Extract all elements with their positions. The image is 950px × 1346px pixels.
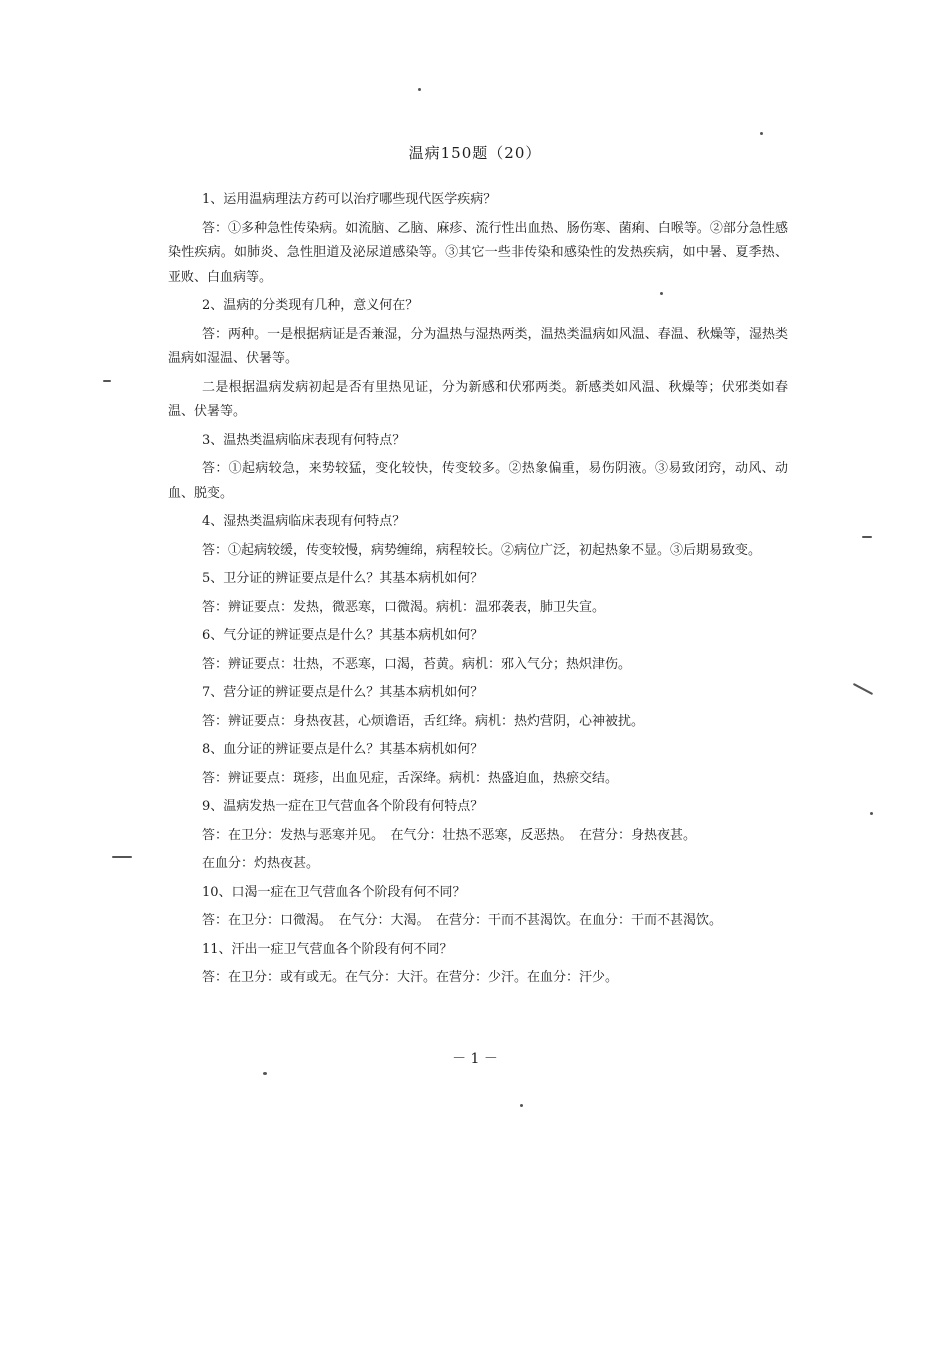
answer: 答：在卫分：或有或无。在气分：大汗。在营分：少汗。在血分：汗少。 — [202, 970, 619, 985]
qa-item — [168, 429, 788, 507]
scan-speck — [263, 1072, 267, 1075]
answer: 答：在卫分：发热与恶寒并见。 在气分：壮热不恶寒，反恶热。 在营分：身热夜甚。 — [202, 827, 697, 843]
qa-list — [168, 188, 788, 995]
question: 9、温病发热一症在卫气营血各个阶段有何特点？ — [202, 799, 484, 814]
scan-speck — [520, 1104, 523, 1107]
scan-speck — [660, 292, 663, 295]
document-title: 温病150题（20） — [408, 144, 542, 162]
scan-speck — [103, 380, 111, 382]
qa-item — [168, 624, 788, 677]
qa-item — [168, 188, 788, 290]
answer: 答：两种。一是根据病证是否兼湿，分为温热与湿热两类，温热类温病如风温、春温、秋燥等，湿热类温病如湿温、伏暑等。 — [168, 326, 788, 366]
answer: 答：在卫分：口微渴。 在气分：大渴。 在营分：干而不甚渴饮。在血分：干而不甚渴饮。 — [202, 913, 723, 928]
scan-speck — [853, 683, 873, 695]
answer: 答：辨证要点：发热，微恶寒，口微渴。病机：温邪袭表，肺卫失宣。 — [202, 599, 606, 615]
scan-speck — [870, 812, 873, 815]
answer: 答：①多种急性传染病。如流脑、乙脑、麻疹、流行性出血热、肠伤寒、菌痢、白喉等。②部分急性感染性疾病。如肺炎、急性胆道及泌尿道感染等。③其它一些非传染和感染性的发热疾病，如中暑、夏季热、亚败、白血病等。 — [168, 220, 788, 285]
question: 10、口渴一症在卫气营血各个阶段有何不同？ — [202, 884, 466, 900]
answer: 答：辨证要点：壮热，不恶寒，口渴，苔黄。病机：邪入气分；热炽津伤。 — [202, 656, 632, 672]
question: 2、温病的分类现有几种，意义何在？ — [202, 298, 419, 313]
qa-item — [168, 294, 788, 425]
qa-item — [168, 510, 788, 563]
page-number: － 1 － — [452, 1051, 498, 1067]
qa-item — [168, 795, 788, 877]
answer-continuation: 在血分：灼热夜甚。 — [202, 856, 320, 871]
question: 6、气分证的辨证要点是什么？其基本病机如何？ — [202, 628, 484, 643]
qa-item — [168, 881, 788, 934]
qa-item — [168, 938, 788, 991]
qa-item — [168, 738, 788, 791]
question: 4、湿热类温病临床表现有何特点？ — [202, 514, 406, 529]
question: 1、运用温病理法方药可以治疗哪些现代医学疾病？ — [202, 192, 497, 207]
answer: 答：①起病较急，来势较猛，变化较快，传变较多。②热象偏重，易伤阴液。③易致闭窍，动风、动血、脱变。 — [168, 461, 788, 501]
answer-continuation: 二是根据温病发病初起是否有里热见证，分为新感和伏邪两类。新感类如风温、秋燥等；伏邪类如春温、伏暑等。 — [168, 379, 788, 419]
qa-item — [168, 681, 788, 734]
scan-speck — [862, 536, 872, 538]
question: 7、营分证的辨证要点是什么？其基本病机如何？ — [202, 685, 484, 700]
scan-speck — [418, 88, 421, 91]
question: 3、温热类温病临床表现有何特点？ — [202, 432, 406, 448]
scan-speck — [760, 132, 763, 135]
question: 5、卫分证的辨证要点是什么？其基本病机如何？ — [202, 571, 484, 586]
scan-speck — [112, 856, 132, 858]
answer: 答：辨证要点：身热夜甚，心烦谵语，舌红绛。病机：热灼营阴，心神被扰。 — [202, 713, 645, 729]
answer: 答：①起病较缓，传变较慢，病势缠绵，病程较长。②病位广泛，初起热象不显。③后期易致变。 — [202, 542, 762, 558]
qa-item — [168, 567, 788, 620]
answer: 答：辨证要点：斑疹，出血见症，舌深绛。病机：热盛迫血，热瘀交结。 — [202, 770, 619, 786]
question: 8、血分证的辨证要点是什么？其基本病机如何？ — [202, 742, 484, 757]
question: 11、汗出一症卫气营血各个阶段有何不同？ — [202, 941, 453, 957]
